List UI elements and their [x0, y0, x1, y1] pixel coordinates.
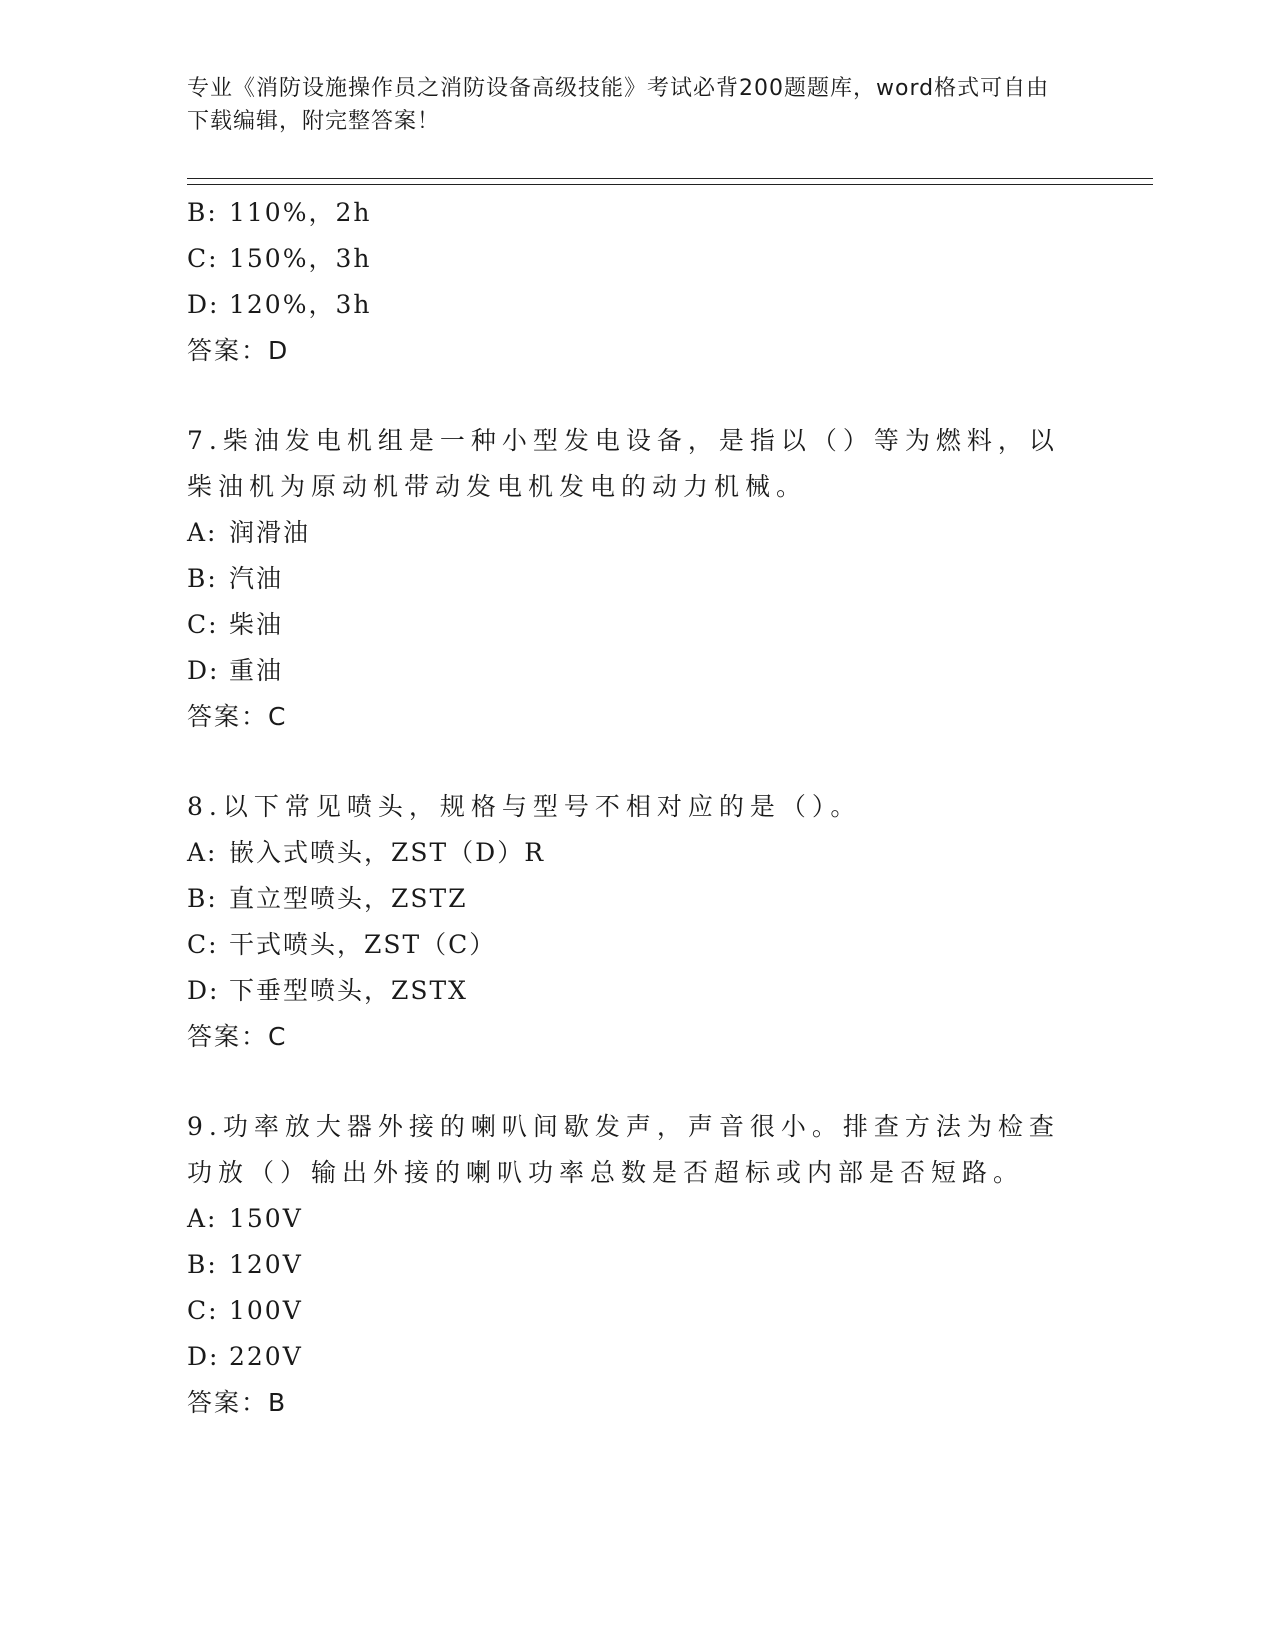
option-letter: C:: [187, 1296, 219, 1325]
question-content: [187, 190, 1087, 1426]
option-text: 120V: [229, 1250, 303, 1279]
option-letter: D:: [187, 976, 220, 1005]
option-letter: C:: [187, 244, 219, 273]
option-text: 直立型喷头，ZSTZ: [229, 884, 468, 913]
option-letter: C:: [187, 610, 219, 639]
option-a: [187, 510, 1087, 556]
option-text: 下垂型喷头，ZSTX: [229, 976, 468, 1005]
option-c: [187, 236, 1087, 282]
option-text: 100V: [229, 1296, 303, 1325]
answer-line: 答案：C: [187, 1022, 288, 1051]
option-text: 汽油: [229, 564, 284, 593]
option-text: 220V: [229, 1342, 303, 1371]
header-rule-bottom: [187, 184, 1153, 185]
question-stem: 9.功率放大器外接的喇叭间歇发声，声音很小。排查方法为检查功放（）输出外接的喇叭功率总数是否超标或内部是否短路。: [187, 1112, 1060, 1187]
option-b: [187, 190, 1087, 236]
answer-line: 答案：B: [187, 1388, 288, 1417]
option-a: [187, 1196, 1087, 1242]
question-block-6: [187, 190, 1087, 374]
option-letter: D:: [187, 656, 220, 685]
option-letter: C:: [187, 930, 219, 959]
spacer: [187, 740, 1087, 784]
option-letter: B:: [187, 564, 218, 593]
spacer: [187, 1060, 1087, 1104]
option-text: 120%，3h: [229, 290, 372, 319]
option-text: 柴油: [229, 610, 284, 639]
option-text: 150%，3h: [229, 244, 372, 273]
answer-line: 答案：D: [187, 336, 290, 365]
option-letter: B:: [187, 198, 218, 227]
option-letter: D:: [187, 1342, 220, 1371]
option-c: [187, 602, 1087, 648]
option-letter: A:: [187, 1204, 218, 1233]
option-text: 干式喷头，ZST（C）: [229, 930, 497, 959]
question-block-7: [187, 418, 1087, 740]
option-c: [187, 922, 1087, 968]
option-letter: B:: [187, 1250, 218, 1279]
option-a: [187, 830, 1087, 876]
answer-line: 答案：C: [187, 702, 288, 731]
option-d: [187, 1334, 1087, 1380]
question-block-9: [187, 1104, 1087, 1426]
option-text: 重油: [229, 656, 284, 685]
page-header-title: 专业《消防设施操作员之消防设备高级技能》考试必背200题题库，word格式可自由下载编辑，附完整答案！: [187, 76, 1050, 134]
question-block-8: [187, 784, 1087, 1060]
option-letter: A:: [187, 838, 218, 867]
option-d: [187, 968, 1087, 1014]
option-d: [187, 282, 1087, 328]
option-b: [187, 876, 1087, 922]
option-text: 150V: [229, 1204, 303, 1233]
option-b: [187, 556, 1087, 602]
option-b: [187, 1242, 1087, 1288]
option-text: 110%，2h: [229, 198, 372, 227]
option-text: 润滑油: [229, 518, 311, 547]
option-text: 嵌入式喷头，ZST（D）R: [229, 838, 546, 867]
option-letter: A:: [187, 518, 218, 547]
option-c: [187, 1288, 1087, 1334]
question-stem: 8.以下常见喷头，规格与型号不相对应的是（）。: [187, 792, 862, 821]
question-stem: 7.柴油发电机组是一种小型发电设备，是指以（）等为燃料，以柴油机为原动机带动发电机发电的动力机械。: [187, 426, 1060, 501]
header-rule-top: [187, 178, 1153, 179]
option-letter: B:: [187, 884, 218, 913]
option-d: [187, 648, 1087, 694]
option-letter: D:: [187, 290, 220, 319]
spacer: [187, 374, 1087, 418]
